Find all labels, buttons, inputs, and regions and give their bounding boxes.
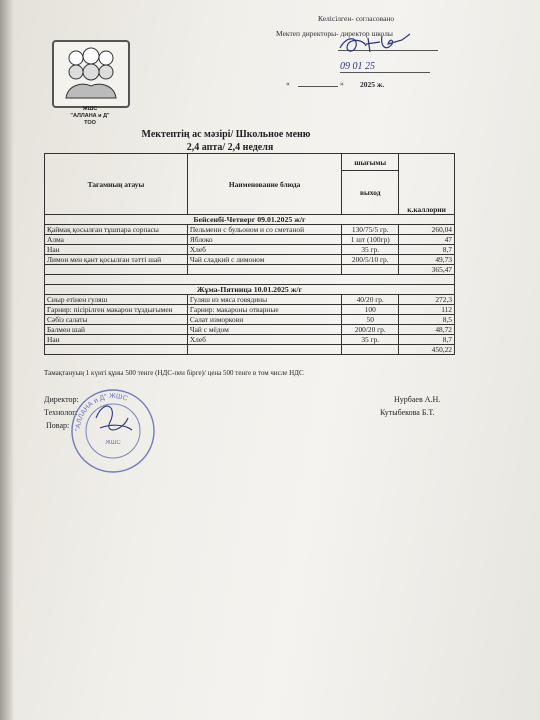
dish-ru: Хлеб — [187, 335, 342, 345]
menu-title: Мектептің ас мәзірі/ Школьное меню — [141, 129, 311, 140]
dish-kcal: 8,5 — [399, 315, 455, 325]
dish-ru: Чай с мёдом — [187, 325, 342, 335]
page-edge-shadow — [0, 0, 14, 720]
dish-ru: Чай сладкий с лимоном — [187, 255, 342, 265]
dish-kz: Сиыр етінен гуляш — [45, 295, 188, 305]
dish-ru: Пельмени с бульоном и со сметаной — [187, 225, 342, 235]
dish-kz: Сәбіз салаты — [45, 315, 188, 325]
table-row — [45, 315, 455, 325]
table-row — [45, 335, 455, 345]
dish-kz: Лимон мен қант қосылған тәтті шай — [45, 255, 188, 265]
total-blank — [342, 345, 399, 355]
dish-ru: Салат изморкови — [187, 315, 342, 325]
stamp-ring-text: "АЛЛАНА и Д" ЖШС — [74, 392, 129, 432]
section-title: Бейсенбі-Четверг 09.01.2025 ж/г — [45, 215, 455, 225]
dish-output: 35 гр. — [342, 245, 399, 255]
logo-caption-2: "АЛЛАНА и Д" — [70, 113, 110, 119]
dish-kcal: 112 — [399, 305, 455, 315]
approval-date-line — [340, 72, 430, 73]
dish-kcal: 8,7 — [399, 335, 455, 345]
table-row — [45, 225, 455, 235]
total-blank — [187, 345, 342, 355]
table-row — [45, 255, 455, 265]
dish-kz: Нан — [45, 335, 188, 345]
dish-kz: Балмен шай — [45, 325, 188, 335]
approval-date-day-line — [298, 86, 338, 87]
header-output-kz: шығымы — [342, 154, 399, 171]
dish-kz: Қаймақ қосылған тұшпара сорпасы — [45, 225, 188, 235]
dish-ru: Яблоко — [187, 235, 342, 245]
approval-date-mid: » — [340, 79, 344, 88]
total-blank — [187, 265, 342, 275]
dish-ru: Гуляш из мяса говядины — [187, 295, 342, 305]
approval-director: Мектеп директоры- директор школы — [276, 29, 393, 38]
stamp-center-text: ЖШС — [105, 440, 121, 446]
dish-kcal: 49,73 — [399, 255, 455, 265]
header-calories: к.каллории — [399, 154, 455, 215]
dish-output: 130/75/5 гр. — [342, 225, 399, 235]
header-name-ru: Наименование блюда — [187, 154, 342, 215]
logo-caption — [52, 106, 128, 127]
table-row — [45, 295, 455, 305]
technologist-label: Технолог: — [44, 408, 78, 417]
dish-kz: Гарнир: пісірілген макарон тұздығымен — [45, 305, 188, 315]
price-note: Тамақтануың 1 күнгі құны 500 тенге (НДС-пен бірге)/ цена 500 тенге в том числе НДС — [44, 369, 304, 377]
dish-kz: Нан — [45, 245, 188, 255]
dish-kz: Алма — [45, 235, 188, 245]
stamp-signature-icon — [96, 406, 132, 430]
chefs-logo-icon — [60, 46, 122, 102]
approval-date-handwritten: 09 01 25 — [340, 61, 375, 72]
dish-output: 40/20 гр. — [342, 295, 399, 305]
dish-output: 100 — [342, 305, 399, 315]
total-kcal: 365,47 — [399, 265, 455, 275]
dish-kcal: 260,04 — [399, 225, 455, 235]
dish-ru: Гарнир: макароны отварные — [187, 305, 342, 315]
approval-year: 2025 ж. — [360, 80, 385, 89]
total-row — [45, 345, 455, 355]
technologist-name: Кутыбекова Б.Т. — [380, 408, 435, 417]
section-title: Жұма-Пятница 10.01.2025 ж/г — [45, 285, 455, 295]
dish-kcal: 48,72 — [399, 325, 455, 335]
menu-week: 2,4 апта/ 2,4 неделя — [186, 142, 274, 153]
section-thursday — [45, 215, 455, 225]
total-blank — [45, 265, 188, 275]
total-row — [45, 265, 455, 275]
company-logo — [52, 40, 130, 108]
table-row — [45, 235, 455, 245]
table-header-row — [45, 154, 455, 171]
logo-caption-1: ЖШС — [82, 106, 98, 112]
dish-kcal: 47 — [399, 235, 455, 245]
logo-caption-3: ТОО — [84, 120, 96, 126]
director-handwritten-signature — [336, 30, 416, 58]
dish-kcal: 8,7 — [399, 245, 455, 255]
dish-output: 1 шт (100гр) — [342, 235, 399, 245]
header-output-ru: выход — [342, 171, 399, 215]
director-name: Нурбаев А.Н. — [394, 395, 441, 404]
company-stamp — [70, 388, 156, 474]
section-friday — [45, 285, 455, 295]
total-blank — [45, 345, 188, 355]
table-row — [45, 245, 455, 255]
approval-agreed: Келісілген- согласовано — [318, 14, 395, 23]
table-row — [45, 325, 455, 335]
cook-label: Повар: — [46, 421, 70, 430]
dish-kcal: 272,3 — [399, 295, 455, 305]
header-name-kz: Тағамның атауы — [45, 154, 188, 215]
total-blank — [342, 265, 399, 275]
table-row — [45, 305, 455, 315]
dish-output: 200/20 гр. — [342, 325, 399, 335]
total-kcal: 450,22 — [399, 345, 455, 355]
dish-output: 35 гр. — [342, 335, 399, 345]
spacer-cell — [45, 275, 455, 285]
dish-output: 200/5/10 гр. — [342, 255, 399, 265]
menu-table — [44, 153, 455, 355]
approval-date-prefix: « — [286, 79, 290, 88]
dish-ru: Хлеб — [187, 245, 342, 255]
director-label: Директор: — [44, 395, 79, 404]
spacer-row — [45, 275, 455, 285]
dish-output: 50 — [342, 315, 399, 325]
